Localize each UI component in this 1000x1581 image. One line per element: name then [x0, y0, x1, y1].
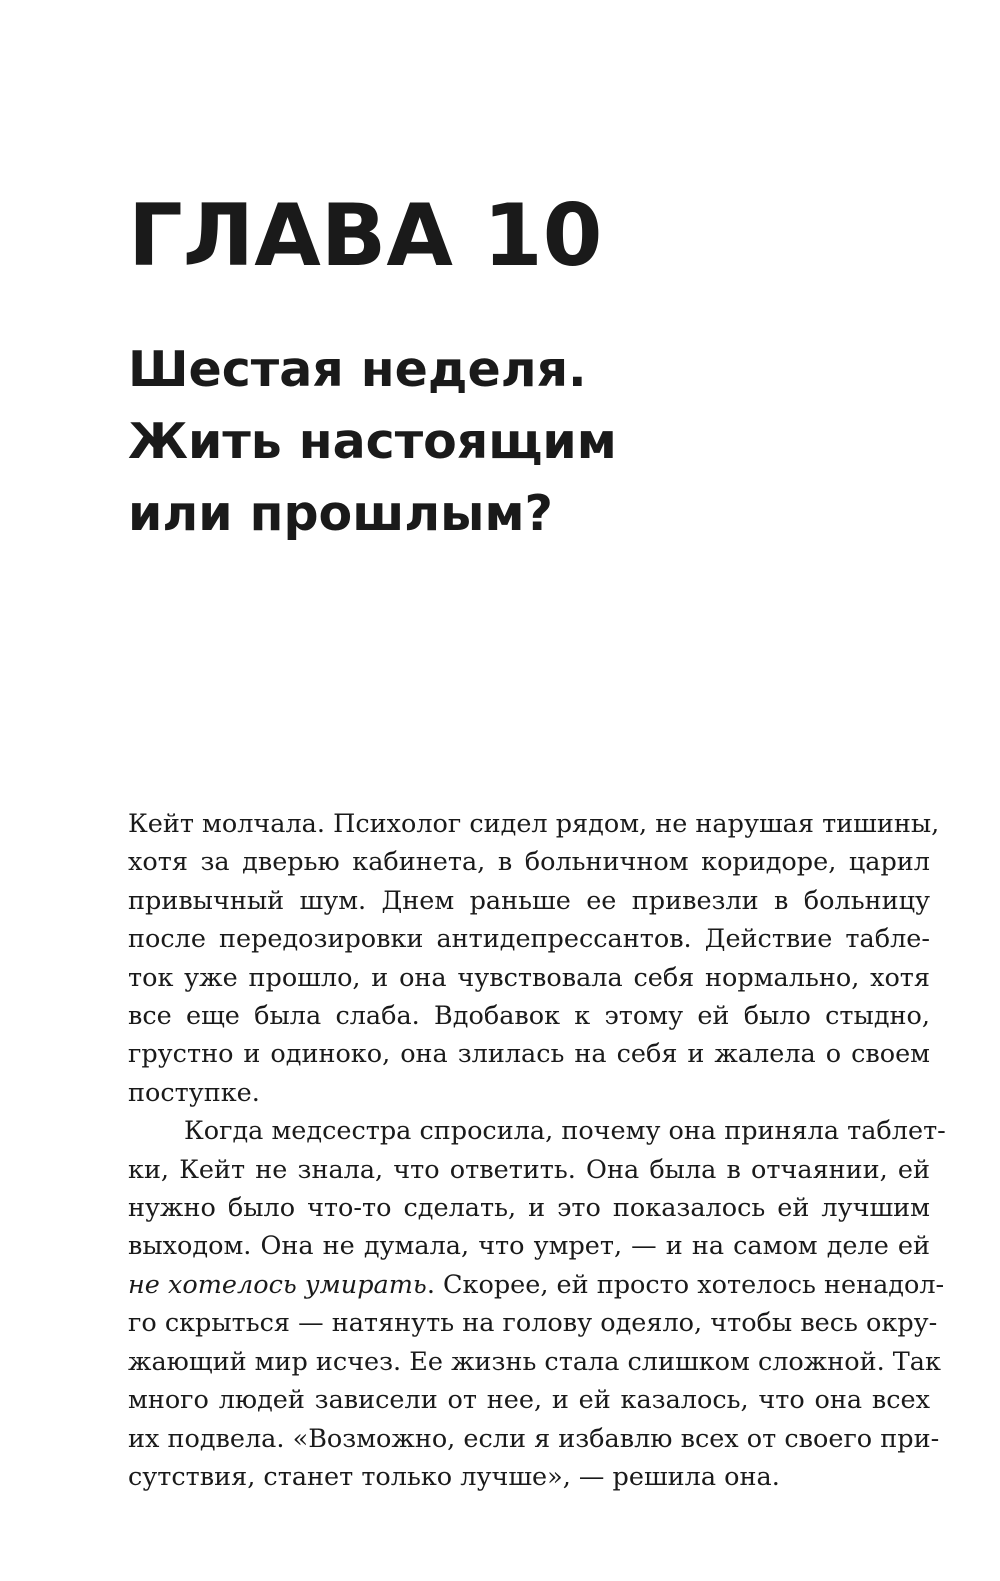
text-line: Когда медсестра спросила, почему она приняла таблет-	[184, 1116, 946, 1147]
body-text	[128, 805, 946, 1496]
text-line	[128, 1266, 945, 1304]
text-line: все еще была слаба. Вдобавок к этому ей было стыдно,	[128, 1001, 930, 1032]
text-line: грустно и одиноко, она злилась на себя и жалела о своем	[128, 1039, 930, 1070]
chapter-number: ГЛАВА 10	[128, 186, 603, 286]
text-line: их подвела. «Возможно, если я избавлю всех от своего при-	[128, 1423, 940, 1454]
italic-phrase: не хотелось умирать	[128, 1269, 427, 1300]
chapter-title	[128, 334, 617, 550]
paragraph	[128, 1112, 946, 1496]
text-line: после передозировки антидепрессантов. Действие табле-	[128, 924, 930, 955]
text-line: нужно было что-то сделать, и это показалось ей лучшим	[128, 1193, 930, 1224]
chapter-title-line: Шестая неделя.	[128, 341, 587, 398]
text-line: много людей зависели от нее, и ей казалось, что она всех	[128, 1385, 930, 1416]
text-line: жающий мир исчез. Ее жизнь стала слишком сложной. Так	[128, 1346, 941, 1377]
text-line: ток уже прошло, и она чувствовала себя нормально, хотя	[128, 962, 930, 993]
text-line: сутствия, станет только лучше», — решила она.	[128, 1461, 780, 1492]
text-line: го скрыться — натянуть на голову одеяло, чтобы весь окру-	[128, 1308, 938, 1339]
text-line: ки, Кейт не знала, что ответить. Она была в отчаянии, ей	[128, 1154, 930, 1185]
text-line: хотя за дверью кабинета, в больничном коридоре, царил	[128, 847, 930, 878]
text-line: привычный шум. Днем раньше ее привезли в больницу	[128, 885, 930, 916]
paragraph	[128, 805, 940, 1112]
text-fragment: . Скорее, ей просто хотелось ненадол-	[426, 1269, 945, 1300]
chapter-title-line: Жить настоящим	[128, 413, 617, 470]
text-line: поступке.	[128, 1077, 260, 1108]
text-line: выходом. Она не думала, что умрет, — и на самом деле ей	[128, 1231, 930, 1262]
text-line: Кейт молчала. Психолог сидел рядом, не нарушая тишины,	[128, 809, 940, 839]
chapter-title-line: или прошлым?	[128, 485, 553, 542]
